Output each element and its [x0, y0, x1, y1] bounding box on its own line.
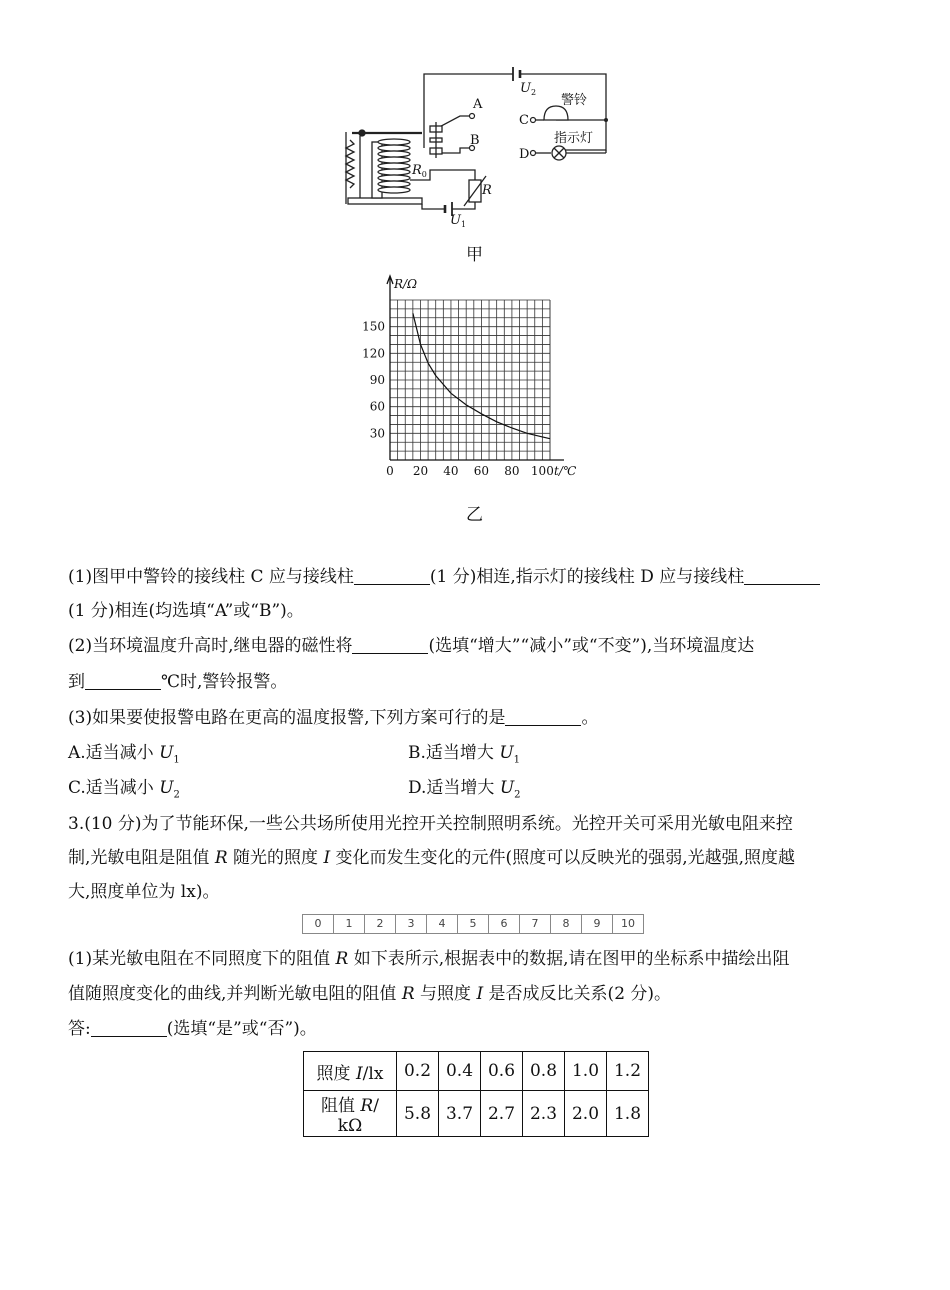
table-cell: 1.0 [565, 1052, 607, 1091]
x-tick-label: 20 [412, 464, 429, 478]
p3-line1: 3.(10 分)为了节能环保,一些公共场所使用光控开关控制照明系统。光控开关可采用光敏电阻来控 [68, 814, 793, 834]
label-lamp: 指示灯 [554, 131, 594, 146]
table-cell: 2.3 [523, 1091, 565, 1137]
figure2-label: 乙 [466, 505, 483, 525]
q3-text-b: 。 [581, 708, 599, 728]
q1-line2: (1 分)相连(均选填“A”或“B”)。 [68, 601, 304, 621]
q3-option-a: A.适当减小 $U_1$ [68, 743, 180, 766]
q2-text-a: (2)当环境温度升高时,继电器的磁性将 [68, 636, 353, 656]
label-bell: 警铃 [561, 93, 588, 108]
q2-text-c: 到 [68, 672, 85, 692]
q2-blank-magnetism[interactable] [352, 635, 428, 654]
y-tick-label: 120 [362, 346, 385, 361]
q1-text-a: (1)图甲中警铃的接线柱 C 应与接线柱 [68, 567, 354, 587]
x-tick-label: 0 [386, 464, 394, 478]
y-tick-label: 150 [362, 319, 385, 334]
row-header-resistance: 阻值 R/ kΩ [304, 1091, 397, 1137]
q1-blank-c[interactable] [354, 566, 430, 585]
table-cell: 1.8 [607, 1091, 649, 1137]
table-cell: 2.0 [565, 1091, 607, 1137]
label-u2: $U_2$ [520, 81, 537, 97]
label-u1: $U_1$ [450, 213, 467, 229]
illuminance-resistance-table [303, 1051, 649, 1137]
label-pin-b: B [470, 133, 480, 148]
label-pin-a: A [473, 97, 483, 112]
q2-text-b: (选填“增大”“减小”或“不变”),当环境温度达 [428, 636, 755, 656]
table-row [304, 1052, 649, 1091]
row-header-illuminance: 照度 I/lx [304, 1052, 397, 1091]
table-cell: 0.8 [523, 1052, 565, 1091]
table-cell: 0.6 [481, 1052, 523, 1091]
q3-blank[interactable] [505, 707, 581, 726]
q3-option-c: C.适当减小 $U_2$ [68, 778, 180, 801]
q2-blank-temperature[interactable] [85, 671, 161, 690]
label-r0: $R_0$ [412, 163, 427, 179]
terminal-a-icon [470, 114, 475, 119]
y-tick-label: 60 [369, 399, 385, 414]
table-row [304, 1091, 649, 1137]
x-axis-label: t/℃ [554, 464, 577, 478]
x-tick-label: 100 [530, 464, 554, 478]
y-tick-label: 90 [369, 373, 385, 387]
y-axis-label: R/Ω [394, 277, 418, 291]
y-tick-label: 30 [369, 426, 385, 441]
q3-text-a: (3)如果要使报警电路在更高的温度报警,下列方案可行的是 [68, 708, 506, 728]
p3q1-answer-line: 答: (选填“是”或“否”)。 [68, 1019, 317, 1039]
p3-line2: 制,光敏电阻是阻值 R 随光的照度 I 变化而发生变化的元件(照度可以反映光的强弱,光越强,照度越 [68, 848, 795, 868]
terminal-d-icon [531, 151, 536, 156]
label-r: R [482, 183, 492, 198]
scale-ruler: 0 1 2 3 4 5 6 7 8 9 10 [302, 914, 644, 934]
q3-option-d: D.适当增大 $U_2$ [408, 778, 521, 801]
q1-line1 [68, 564, 820, 590]
p3-line3: 大,照度单位为 lx)。 [68, 882, 220, 902]
terminal-c-icon [531, 118, 536, 123]
q1-text-b: (1 分)相连,指示灯的接线柱 D 应与接线柱 [429, 567, 745, 587]
q3-option-b: B.适当增大 $U_1$ [408, 743, 521, 766]
label-pin-c: C [519, 113, 529, 128]
q2-line2 [68, 669, 287, 695]
table-cell: 0.4 [439, 1052, 481, 1091]
table-cell: 1.2 [607, 1052, 649, 1091]
x-tick-label: 80 [504, 464, 520, 478]
resistance-temperature-chart [355, 270, 595, 490]
p3q1-line1: (1)某光敏电阻在不同照度下的阻值 R 如下表所示,根据表中的数据,请在图甲的坐标系中描绘出阻 [68, 949, 790, 969]
table-cell: 0.2 [397, 1052, 439, 1091]
p3q1-answer-blank[interactable] [91, 1018, 167, 1037]
figure1-label: 甲 [466, 245, 483, 265]
x-tick-label: 40 [443, 464, 459, 478]
label-pin-d: D [519, 147, 530, 162]
x-tick-label: 60 [473, 464, 490, 478]
q3-line1 [68, 705, 598, 731]
p3q1-line2: 值随照度变化的曲线,并判断光敏电阻的阻值 R 与照度 I 是否成反比关系(2 分)。 [68, 984, 672, 1004]
q2-text-d: ℃时,警铃报警。 [161, 672, 288, 692]
relay-circuit-diagram [330, 60, 630, 240]
table-cell: 3.7 [439, 1091, 481, 1137]
table-cell: 2.7 [481, 1091, 523, 1137]
table-cell: 5.8 [397, 1091, 439, 1137]
q1-blank-d[interactable] [744, 566, 820, 585]
q2-line1 [68, 633, 754, 659]
